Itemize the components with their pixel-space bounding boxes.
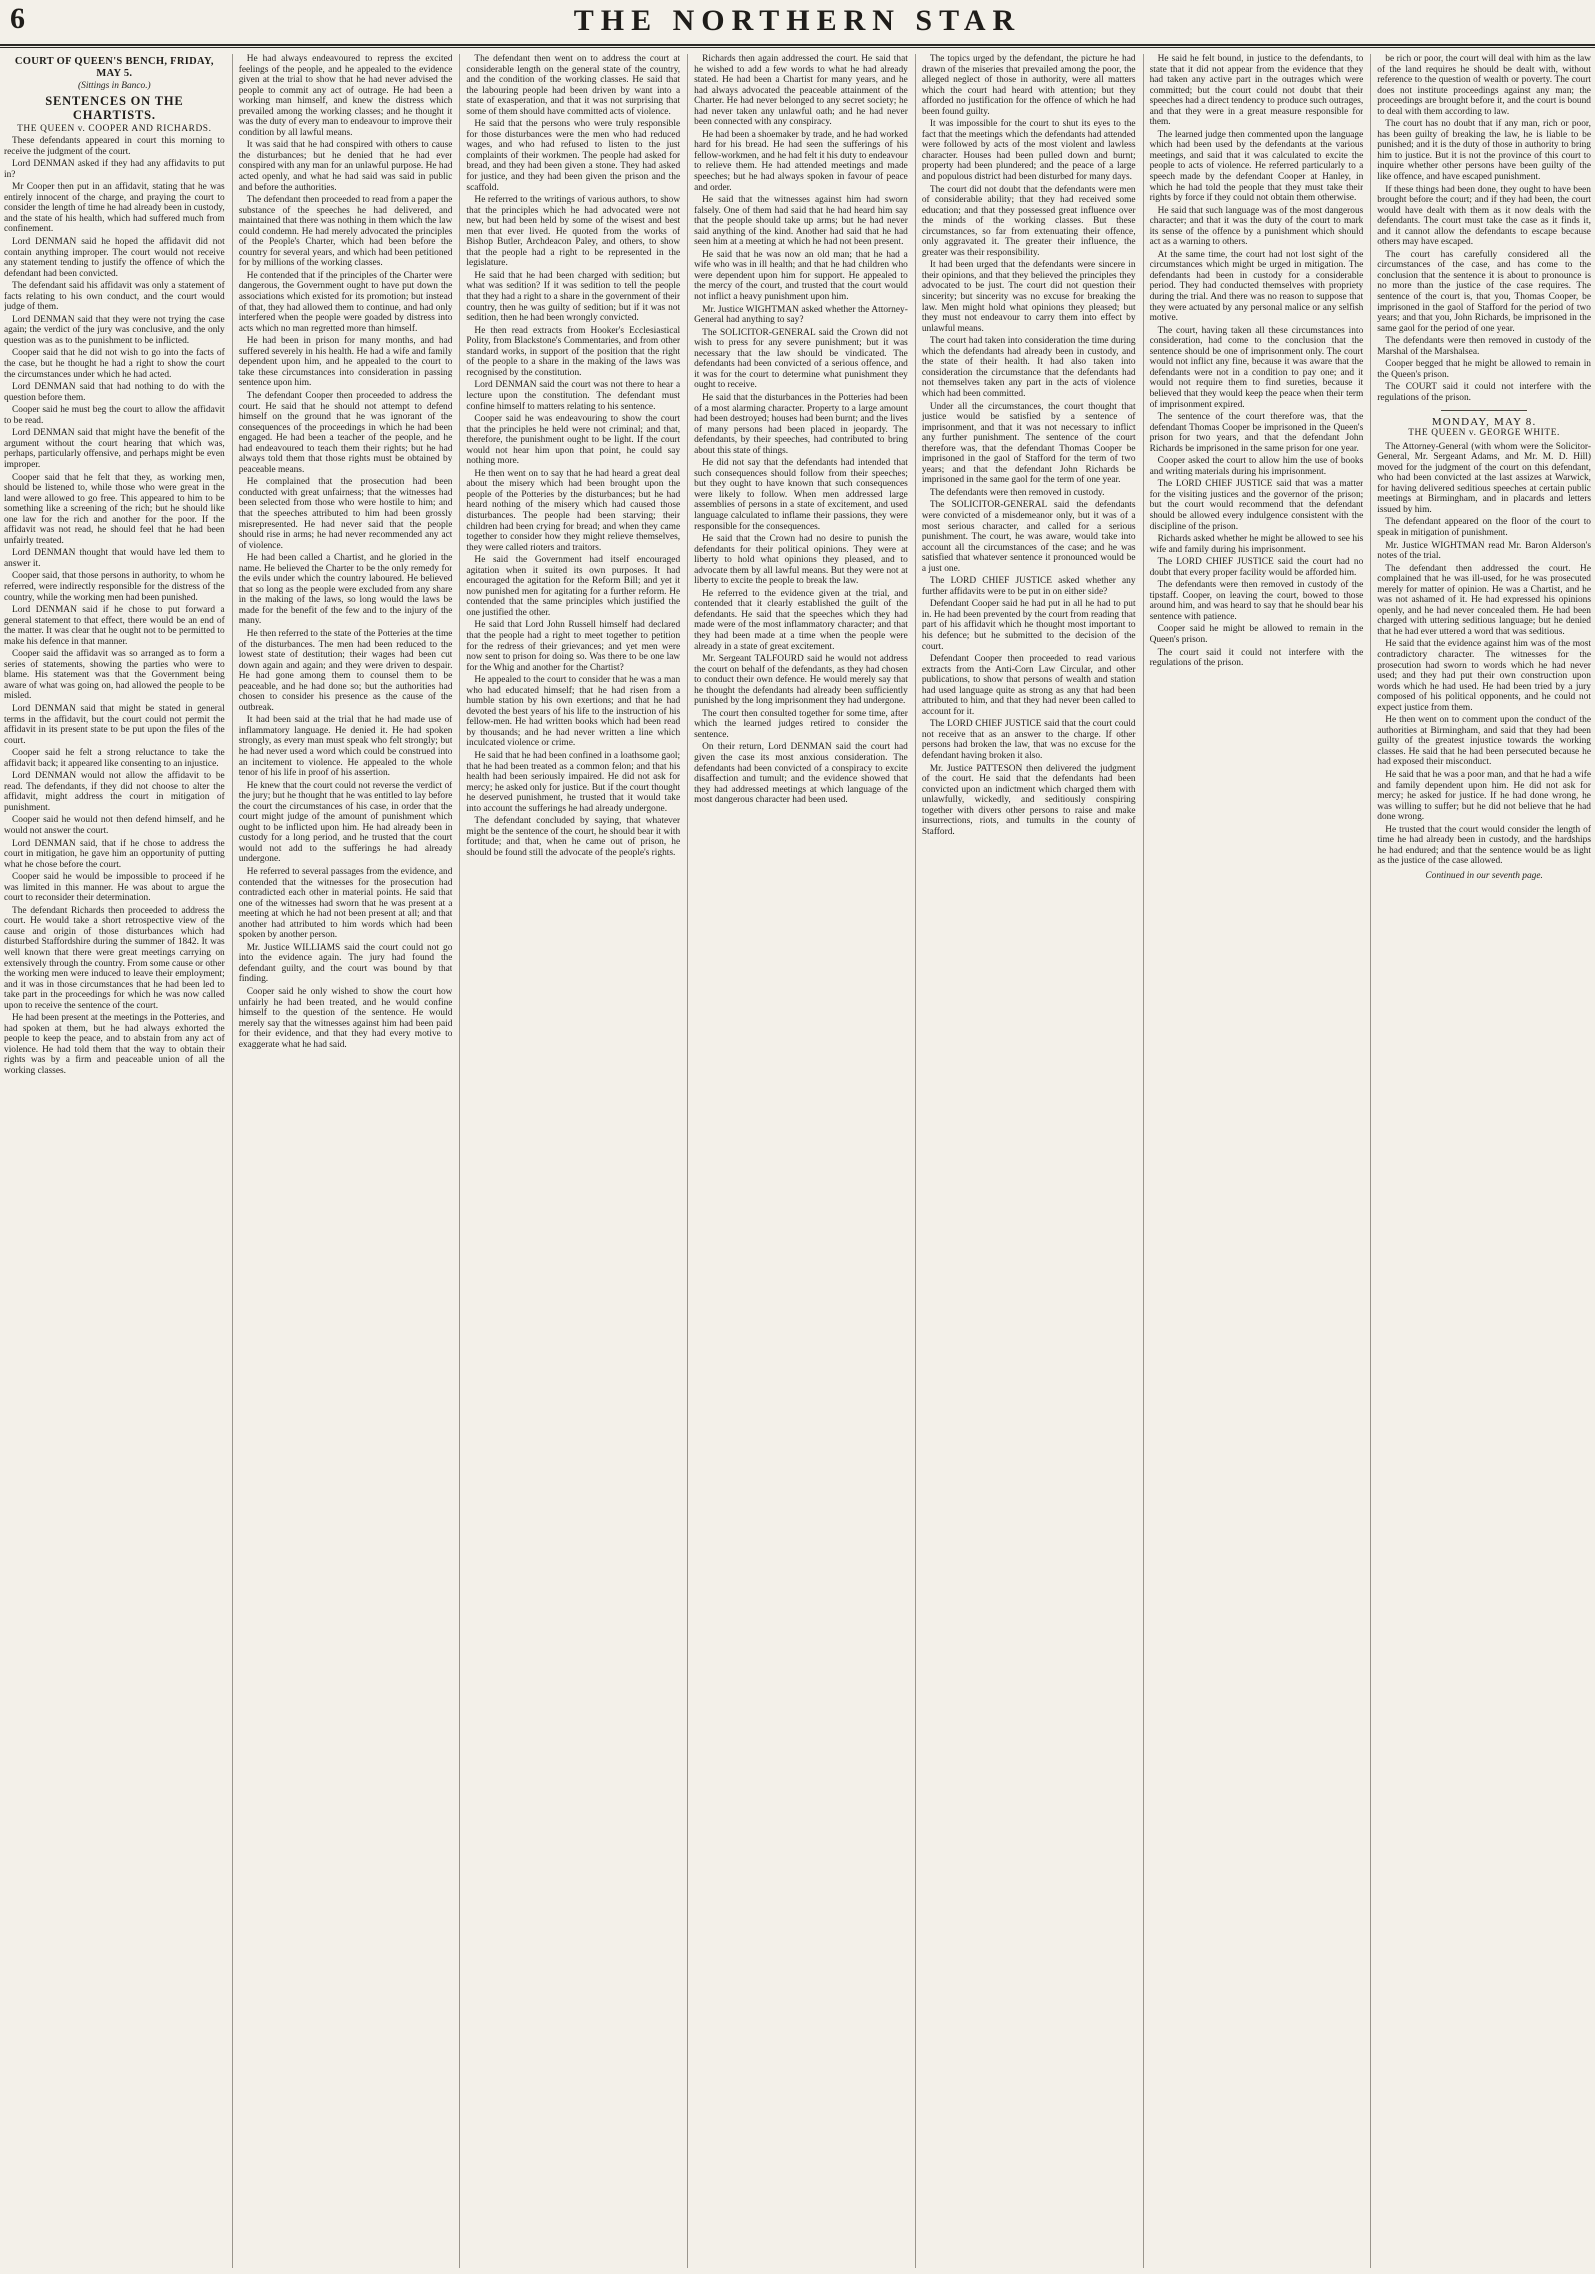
paragraph: Cooper asked the court to allow him the use of books and writing materials during his imprisonment.	[1149, 456, 1364, 477]
paragraph: The defendants were then removed in custody of the tipstaff. Cooper, on leaving the court, bowed to those around him, and was heard to say that he should bear his sentence with patience.	[1149, 580, 1364, 622]
article-headline: SENTENCES ON THE CHARTISTS.	[45, 93, 184, 122]
paragraph: He then went on to say that he had heard a great deal about the misery which had been brought upon the people of the Potteries by the disturbances; but he had heard nothing of the misery which had caused those disturbances. The people had been starving; their children had been crying for bread; and when they came together to consider how they might relieve themselves, they were called rioters and traitors.	[466, 468, 681, 553]
paragraph: He said that Lord John Russell himself had declared that the people had a right to meet together to petition for the redress of their grievances; and yet men were now sent to prison for doing so. Was there to be one law for the Whig and another for the Chartist?	[466, 620, 681, 673]
paragraph: He said he felt bound, in justice to the defendants, to state that it did not appear from the evidence that they had taken any active part in the outrages which were committed; but the court could not doubt that their speeches had a direct tendency to produce such outrages, and that they were in a great measure responsible for them.	[1149, 54, 1364, 128]
paragraph: The defendant Richards then proceeded to address the court. He would take a short retrospective view of the cause and origin of those disturbances which had disturbed Staffordshire during the summer of 1842. It was well known that there were great meetings carrying on extensively through the country. From some cause or other the working men were induced to leave their employment; and it was in those circumstances that he had been led to take part in the proceedings for which he was now called upon to receive the sentence of the court.	[4, 905, 225, 1011]
paragraph: Cooper said he was endeavouring to show the court that the principles he held were not criminal; and that, therefore, the punishment ought to be light. If the court would not hear him upon that point, he could say nothing more.	[466, 414, 681, 467]
paragraph: He then went on to comment upon the conduct of the authorities at Birmingham, and said that they had been guilty of the greatest injustice towards the working classes. He said that he had been persecuted because he had exposed their misconduct.	[1377, 715, 1591, 768]
paragraph: He did not say that the defendants had intended that such consequences should follow from their speeches; but they ought to have known that such consequences were likely to follow. When men addressed large assemblies of persons in a state of excitement, and used language calculated to inflame their passions, they were responsible for the consequences.	[694, 458, 908, 532]
paragraph: Defendant Cooper said he had put in all he had to put in. He had been prevented by the court from reading that part of his affidavit which he thought most important to his defence; but he submitted to the decision of the court.	[921, 599, 1136, 652]
paragraph: At the same time, the court had not lost sight of the circumstances which might be urged in mitigation. The defendants had been in custody for a considerable period. They had conducted themselves with propriety during the trial. And there was no reason to suppose that they were actuated by any personal malice or any selfish motive.	[1149, 249, 1364, 324]
paragraph: Lord DENMAN thought that would have led them to answer it.	[4, 548, 225, 569]
paragraph: Cooper said he would not then defend himself, and he would not answer the court.	[4, 815, 225, 836]
column-1	[4, 54, 225, 2268]
paragraph: He referred to several passages from the evidence, and contended that the witnesses for the prosecution had contradicted each other in material points. He said that one of the witnesses had sworn that he was present at a meeting at which he had not been present at all; and that another had attributed to him words which had been spoken by another person.	[238, 867, 453, 941]
paragraph: He then referred to the state of the Potteries at the time of the disturbances. The men had been reduced to the lowest state of destitution; their wages had been cut down again and again; and they were driven to despair. He had gone among them to counsel them to be peaceable, and he had done so; but the authorities had chosen to consider his presence as the cause of the outbreak.	[238, 628, 453, 713]
paragraph: The defendant said his affidavit was only a statement of facts relating to his own conduct, and the court would judge of them.	[4, 281, 225, 313]
paragraph: Mr. Justice PATTESON then delivered the judgment of the court. He said that the defendants had been convicted upon an indictment which charged them with unlawfully, wickedly, and seditiously conspiring together with divers other persons to raise and make insurrections, riots, and tumults in the county of Stafford.	[921, 763, 1136, 837]
paragraph: He knew that the court could not reverse the verdict of the jury; but he thought that he was entitled to lay before the court the circumstances of his case, in order that the court might judge of the amount of punishment which ought to be inflicted upon him. He had already been in custody for a long period, and he trusted that the court would not add to the sufferings he had already undergone.	[238, 780, 453, 865]
paragraph: He said that he had been confined in a loathsome gaol; that he had been treated as a common felon; and that his health had been seriously impaired. He did not ask for mercy; he asked only for justice. But if the court thought he deserved punishment, he trusted that it would take into account the sufferings he had already undergone.	[466, 751, 681, 814]
paragraph: Cooper begged that he might be allowed to remain in the Queen's prison.	[1377, 359, 1591, 380]
paragraph: He referred to the evidence given at the trial, and contended that it clearly established the guilt of the defendants. He said that the speeches which they had made were of the most inflammatory character; and that they had been made at a time when the people were already in a state of great excitement.	[694, 588, 908, 652]
paragraph: The LORD CHIEF JUSTICE said that the court could not receive that as an answer to the charge. If other persons had broken the law, that was no excuse for the defendant having broken it also.	[921, 719, 1136, 761]
paragraph: It had been said at the trial that he had made use of inflammatory language. He denied it. He had spoken strongly, as every man must speak who felt strongly; but he had never used a word which could be construed into an incitement to violence. He appealed to the whole tenor of his life in proof of his assertion.	[238, 715, 453, 779]
paragraph: The defendant appeared on the floor of the court to speak in mitigation of punishment.	[1377, 517, 1591, 538]
paragraph: He said that such language was of the most dangerous character; and that it was the duty of the court to mark its sense of the offence by a punishment which should act as a warning to others.	[1149, 205, 1364, 248]
paragraph: He said that he had been charged with sedition; but what was sedition? If it was sedition to tell the people that they had a right to a share in the government of their country, then he was guilty of sedition; but if it was not sedition, then he had been wrongly convicted.	[466, 270, 681, 324]
paragraph: The defendant then proceeded to read from a paper the substance of the speeches he had delivered, and maintained that there was nothing in them which the law could condemn. He had merely advocated the principles of the People's Charter, which had been before the country for several years, and which had been petitioned for by millions of the working classes.	[238, 195, 453, 269]
paragraph: Cooper said he only wished to show the court how unfairly he had been treated, and he would confine himself to the question of the sentence. He would merely say that the witnesses against him had been paid for their evidence, and that they had every motive to exaggerate what he had said.	[238, 987, 453, 1050]
paragraph: Under all the circumstances, the court thought that justice would be satisfied by a sentence of imprisonment, and that it was not necessary to inflict any further punishment. The sentence of the court therefore was, that the defendant Thomas Cooper be imprisoned in the gaol of Stafford for the term of two years; and that the defendant John Richards be imprisoned in the same gaol for the term of one year.	[921, 401, 1136, 486]
paragraph: He complained that the prosecution had been conducted with great unfairness; that the witnesses had been selected from those who were hostile to him; and that the speeches attributed to him had been grossly misrepresented. He had never said that the people should rise in arms; he had never recommended any act of violence.	[238, 477, 453, 551]
paragraph: He had been in prison for many months, and had suffered severely in his health. He had a wife and family dependent upon him, and he appealed to the court to take these circumstances into consideration in passing sentence upon him.	[238, 336, 453, 389]
paragraph: The LORD CHIEF JUSTICE said that was a matter for the visiting justices and the governor of the prison; but the court would recommend that the defendant should be allowed every indulgence consistent with the discipline of the prison.	[1149, 479, 1364, 532]
paragraph: It was impossible for the court to shut its eyes to the fact that the meetings which the defendants had attended were followed by acts of the most violent and lawless character. Houses had been pulled down and burnt; property had been plundered; and the peace of a large and populous district had been disturbed for many days.	[921, 119, 1136, 183]
paragraph: It had been urged that the defendants were sincere in their opinions, and that they believed the principles they advocated to be just. The court did not question their sincerity; but sincerity was no excuse for breaking the law. Men might hold what opinions they pleased; but they must not endeavour to carry them into effect by unlawful means.	[921, 260, 1136, 334]
paragraph: The Attorney-General (with whom were the Solicitor-General, Mr. Sergeant Adams, and Mr. M. D. Hill) moved for the judgment of the court on this defendant, who had been convicted at the last assizes at Warwick, for having delivered seditious speeches at certain public meetings at Birmingham, and in placards and letters issued by him.	[1377, 441, 1591, 515]
paragraph: He then read extracts from Hooker's Ecclesiastical Polity, from Blackstone's Commentaries, and from other standard works, in support of the position that the right of the people to a share in the making of the laws was recognised by the constitution.	[466, 325, 681, 378]
paragraph: Lord DENMAN said if he chose to put forward a general statement to that effect, there would be an end of the matter. It was clear that he ought not to be permitted to make his defence in that manner.	[4, 605, 225, 647]
paragraph: It was said that he had conspired with others to cause the disturbances; but he denied that he had ever conspired with any man for an unlawful purpose. He had acted openly, and what he had said was said in public and before the authorities.	[238, 140, 453, 193]
paragraph: The SOLICITOR-GENERAL said the defendants were convicted of a misdemeanor only, but it was of a most serious character, and called for a serious punishment. The court, he was aware, would take into account all the circumstances of the case; and he was satisfied that whatever sentence it pronounced would be a just one.	[921, 500, 1136, 574]
paragraph: He had been called a Chartist, and he gloried in the name. He believed the Charter to be the only remedy for the evils under which the country laboured. He believed that so long as the people were excluded from any share in the making of the laws, so long would the laws be made for the benefit of the few and to the injury of the many.	[238, 553, 453, 627]
continued-note: Continued in our seventh page.	[1425, 870, 1543, 881]
paragraph: Mr Cooper then put in an affidavit, stating that he was entirely innocent of the charge, and praying the court to consider the length of time he had already been in custody, and the state of his health, which had suffered much from confinement.	[4, 182, 225, 235]
paragraph: Richards asked whether he might be allowed to see his wife and family during his imprisonment.	[1149, 534, 1364, 555]
column-5	[915, 54, 1136, 2268]
paragraph: Lord DENMAN said that they were not trying the case again; the verdict of the jury was conclusive, and the only question was as to the punishment to be inflicted.	[4, 314, 225, 346]
paragraph: He said that the persons who were truly responsible for those disturbances were the men who had reduced wages, and who had refused to listen to the just complaints of their workmen. The people had asked for bread, and they had been given a stone. They had asked for justice, and they had been given the prison and the scaffold.	[466, 119, 681, 193]
case-title: THE QUEEN v. COOPER AND RICHARDS.	[17, 123, 212, 134]
paragraph: The defendants were then removed in custody of the Marshal of the Marshalsea.	[1377, 336, 1591, 357]
paragraph: The defendant then addressed the court. He complained that he was ill-used, for he was prosecuted merely for matter of opinion. He was a Chartist, and he was not ashamed of it. He had expressed his opinions openly, and he had never concealed them. He had been charged with uttering seditious language; but he denied that he had ever uttered a word that was seditious.	[1377, 563, 1591, 637]
paragraph: The SOLICITOR-GENERAL said the Crown did not wish to press for any severe punishment; but it was necessary that the law should be vindicated. The defendants had been convicted of a serious offence, and it was for the court to determine what punishment they ought to receive.	[694, 327, 908, 391]
section-heading: COURT OF QUEEN'S BENCH, FRIDAY, MAY 5.	[14, 56, 214, 79]
paragraph: The topics urged by the defendant, the picture he had drawn of the miseries that prevailed among the poor, the alleged neglect of those in authority, were all matters which the court had heard with attention; but they afforded no justification for the offence of which he had been found guilty.	[921, 54, 1136, 117]
column-6	[1143, 54, 1364, 2268]
paragraph: These defendants appeared in court this morning to receive the judgment of the court.	[4, 136, 225, 157]
paragraph: Lord DENMAN said he hoped the affidavit did not contain anything improper. The court would not receive any statement tending to justify the offence of which the defendant had been convicted.	[4, 237, 225, 279]
column-grid	[4, 54, 1591, 2268]
paragraph: On their return, Lord DENMAN said the court had given the case its most anxious consideration. The defendants had been convicted of a conspiracy to excite disaffection and tumult; and the evidence showed that they had addressed meetings at which language of the most dangerous character had been used.	[694, 742, 908, 806]
paragraph: He trusted that the court would consider the length of time he had already been in custody, and the hardships he had endured; and that the sentence would be as light as the justice of the case allowed.	[1377, 824, 1591, 867]
paragraph: He said the Government had itself encouraged agitation when it suited its own purposes. It had encouraged the agitation for the Reform Bill; and yet it now punished men for agitating for a further reform. He contended that the same principles which justified the one justified the other.	[466, 555, 681, 618]
section-subheading: (Sittings in Banco.)	[78, 81, 151, 91]
section-divider	[1441, 410, 1526, 411]
paragraph: The defendant then went on to address the court at considerable length on the general state of the country, and the condition of the working classes. He said that the labouring people had been driven by want into a state of exasperation, and that it was not surprising that some of them should have committed acts of violence.	[466, 54, 681, 117]
paragraph: The sentence of the court therefore was, that the defendant Thomas Cooper be imprisoned in the Queen's prison for two years, and that the defendant John Richards be imprisoned in the same prison for one year.	[1149, 412, 1364, 454]
paragraph: Lord DENMAN said that had nothing to do with the question before them.	[4, 382, 225, 403]
paragraph: The LORD CHIEF JUSTICE said the court had no doubt that every proper facility would be afforded him.	[1149, 557, 1364, 578]
paragraph: Lord DENMAN said that might be stated in general terms in the affidavit, but the court could not permit the affidavit in its present state to be put upon the files of the court.	[4, 703, 225, 746]
paragraph: Cooper said the affidavit was so arranged as to form a series of statements, showing the parties who were to blame. His statement was that the Government being aware of what was going on, had allowed the people to be misled.	[4, 649, 225, 702]
newspaper-title: THE NORTHERN STAR	[573, 4, 1022, 37]
paragraph: Mr. Justice WIGHTMAN asked whether the Attorney-General had anything to say?	[694, 304, 908, 326]
paragraph: He appealed to the court to consider that he was a man who had educated himself; that he had risen from a humble station by his own exertions; and that he had devoted the best years of his life to the instruction of his fellow-men. He had written books which had been read by thousands; and he had never written a line which inculcated violence or crime.	[466, 675, 681, 749]
paragraph: The defendant concluded by saying, that whatever might be the sentence of the court, he should bear it with fortitude; and that, when he came out of prison, he should be found still the advocate of the people's rights.	[466, 816, 681, 858]
paragraph: He had been a shoemaker by trade, and he had worked hard for his bread. He had seen the sufferings of his fellow-workmen, and he had felt it his duty to endeavour to relieve them. He had attended meetings and made speeches; but he had always spoken in favour of peace and order.	[694, 129, 908, 193]
paragraph: Lord DENMAN said the court was not there to hear a lecture upon the constitution. The defendant must confine himself to matters relating to his sentence.	[466, 380, 681, 412]
paragraph: Defendant Cooper then proceeded to read various extracts from the Anti-Corn Law Circular, and other publications, to show that persons of wealth and station had used language quite as strong as any that had been attributed to him, and that they had never been called to account for it.	[921, 654, 1136, 717]
paragraph: The court said it could not interfere with the regulations of the prison.	[1149, 647, 1364, 669]
column-7	[1370, 54, 1591, 2268]
paragraph: Cooper said he would be impossible to proceed if he was limited in this manner. He was about to argue the court to reconsider their determination.	[4, 872, 225, 904]
paragraph: The LORD CHIEF JUSTICE asked whether any further affidavits were to be put in on either side?	[921, 576, 1136, 597]
paragraph: If these things had been done, they ought to have been brought before the court; and if they had been, the court would have dealt with them as it now deals with the defendants. The court must take the case as it finds it, and it cannot allow the defendants to escape because others may have escaped.	[1377, 184, 1591, 248]
paragraph: Mr. Sergeant TALFOURD said he would not address the court on behalf of the defendants, as they had chosen to conduct their own defence. He would merely say that he thought the defendants had already been sufficiently punished by the long imprisonment they had undergone.	[694, 654, 908, 707]
paragraph: He said that the Crown had no desire to punish the defendants for their political opinions. They were at liberty to hold what opinions they pleased, and to advocate them by all lawful means. But they were not at liberty to excite the people to break the law.	[694, 534, 908, 587]
paragraph: Cooper said, that those persons in authority, to whom he referred, were indirectly responsible for the distress of the country, while the working men had been punished.	[4, 571, 225, 603]
paragraph: Lord DENMAN said, that if he chose to address the court in mitigation, he gave him an opportunity of putting what he chose before the court.	[4, 838, 225, 870]
paragraph: He had always endeavoured to repress the excited feelings of the people, and he appealed to the evidence given at the trial to show that he had never advised the people to commit any act of outrage. He had been a working man himself, and knew the distress which prevailed among the working classes; and he thought it was the duty of every man to endeavour to improve their condition by all lawful means.	[238, 54, 453, 138]
paragraph: The COURT said it could not interfere with the regulations of the prison.	[1377, 382, 1591, 403]
paragraph: He said that he was now an old man; that he had a wife who was in ill health; and that he had children who were dependent upon him for support. He appealed to the mercy of the court, and trusted that the court would not inflict a heavy punishment upon him.	[694, 249, 908, 303]
column-2	[232, 54, 453, 2268]
paragraph: be rich or poor, the court will deal with him as the law of the land requires he should be dealt with, without reference to the question of wealth or poverty. The court does not institute proceedings against any man; the proceedings are brought before it, and the court is bound to deal with them according to law.	[1377, 54, 1591, 117]
paragraph: Cooper said he felt a strong reluctance to take the affidavit back; it appeared like consenting to an injustice.	[4, 748, 225, 769]
paragraph: The court, having taken all these circumstances into consideration, had come to the conclusion that the sentence should be one of imprisonment only. The court would not inflict any fine, because it was aware that the defendants were not in a condition to pay one; and it would not require them to find sureties, because it believed that they would keep the peace when their term of imprisonment expired.	[1149, 325, 1364, 410]
masthead-rule	[0, 47, 1595, 48]
paragraph: Lord DENMAN asked if they had any affidavits to put in?	[4, 159, 225, 180]
column-4	[687, 54, 908, 2268]
paragraph: He contended that if the principles of the Charter were dangerous, the Government ought to have put down the associations which existed for its promotion; but instead of that, they had allowed them to continue, and had only interfered when the people were goaded by distress into acts which no man regretted more than himself.	[238, 270, 453, 334]
paragraph: Cooper said that he did not wish to go into the facts of the case, but he thought he had a right to show the court the circumstances under which he had acted.	[4, 348, 225, 380]
paragraph: The court has no doubt that if any man, rich or poor, has been guilty of breaking the law, he is liable to be punished; and it is the duty of those in authority to bring him to justice. But it is not the province of this court to inquire whether other persons have been guilty of the like offence, and have escaped punishment.	[1377, 119, 1591, 183]
paragraph: Cooper said he must beg the court to allow the affidavit to be read.	[4, 405, 225, 426]
page-number: 6	[10, 2, 25, 35]
paragraph: He said that the witnesses against him had sworn falsely. One of them had said that he had heard him say that the people should take up arms; but he had never said anything of the kind. Another had said that he had seen him at a meeting at which he had not been present.	[694, 195, 908, 248]
paragraph: Mr. Justice WIGHTMAN read Mr. Baron Alderson's notes of the trial.	[1377, 540, 1591, 562]
paragraph: The court then consulted together for some time, after which the learned judges retired to consider the sentence.	[694, 708, 908, 740]
paragraph: Cooper said he might be allowed to remain in the Queen's prison.	[1149, 624, 1364, 645]
paragraph: He said that the disturbances in the Potteries had been of a most alarming character. Property to a large amount had been destroyed; houses had been burnt; and the lives of many persons had been placed in jeopardy. The defendants, by their speeches, had contributed to bring about this state of things.	[694, 392, 908, 456]
paragraph: The defendant Cooper then proceeded to address the court. He said that he should not attempt to defend himself on the ground that he was ignorant of the consequences of the proceedings in which he had been engaged. He had been a teacher of the people, and he had endeavoured to teach them their rights; but he had always told them that those rights must be obtained by peaceable means.	[238, 390, 453, 475]
paragraph: The court did not doubt that the defendants were men of considerable ability; that they had received some education; and that they possessed great influence over the minds of the working classes. But these circumstances, so far from extenuating their offence, only aggravated it. The greater their influence, the greater was their responsibility.	[921, 184, 1136, 258]
paragraph: Lord DENMAN said that might have the benefit of the argument without the court hearing that which was, perhaps, particularly offensive, and perhaps might be even improper.	[4, 428, 225, 470]
paragraph: Richards then again addressed the court. He said that he wished to add a few words to what he had already stated. He had been a Chartist for many years, and he had always advocated the peaceable attainment of the Charter. He had never belonged to any secret society; he had never taken any unlawful oath; and he had never been connected with any conspiracy.	[694, 54, 908, 128]
paragraph: Mr. Justice WILLIAMS said the court could not go into the evidence again. The jury had found the defendant guilty, and the court was bound by that finding.	[238, 942, 453, 985]
paragraph: The defendants were then removed in custody.	[929, 487, 1105, 498]
paragraph: Cooper said that he felt that they, as working men, should be listened to, while those who were great in the land were allowed to go free. This appeared to him to be something like a screening of the rich; but he should like one law for the rich and another for the poor. If the affidavit was not read, he should feel that he had been unfairly treated.	[4, 472, 225, 546]
paragraph: He had been present at the meetings in the Potteries, and had spoken at them, but he had always exhorted the people to keep the peace, and to abstain from any act of violence. He had told them that the way to obtain their rights was by a firm and peaceable union of all the working classes.	[4, 1013, 225, 1077]
case-title: THE QUEEN v. GEORGE WHITE.	[1408, 428, 1561, 439]
paragraph: He said that he was a poor man, and that he had a wife and family dependent upon him. He did not ask for mercy; he asked for justice. If he had done wrong, he was willing to suffer; but he did not believe that he had done wrong.	[1377, 770, 1591, 823]
paragraph: The court has carefully considered all the circumstances of the case, and has come to the conclusion that the sentence it is about to pronounce is no more than the justice of the case requires. The sentence of the court is, that you, Thomas Cooper, be imprisoned in the gaol of Stafford for the period of two years; and that you, John Richards, be imprisoned in the same gaol for the period of one year.	[1377, 249, 1591, 334]
masthead	[0, 0, 1595, 46]
column-3	[459, 54, 680, 2268]
paragraph: The court had taken into consideration the time during which the defendants had already been in custody, and the state of their health. It had also taken into consideration the circumstance that the defendants had not themselves taken any part in the acts of violence which had been committed.	[921, 336, 1136, 399]
paragraph: He said that the evidence against him was of the most contradictory character. The witnesses for the prosecution had sworn to words which he had never used; and they had put their own construction upon words which he had used. He had been tried by a jury composed of his political opponents, and he could not expect justice from them.	[1377, 639, 1591, 713]
paragraph: The learned judge then commented upon the language which had been used by the defendants at the various meetings, and said that it was calculated to excite the people to acts of violence. He referred particularly to a speech made by the defendant Cooper at Hanley, in which he had told the people that they must take their rights by force if they could not obtain them otherwise.	[1149, 129, 1364, 204]
paragraph: Lord DENMAN would not allow the affidavit to be read. The defendants, if they did not choose to alter the affidavit, might address the court in mitigation of punishment.	[4, 771, 225, 813]
paragraph: He referred to the writings of various authors, to show that the principles which he had advocated were not new, but had been held by some of the wisest and best men that ever lived. He quoted from the works of Bishop Butler, Archdeacon Paley, and others, to show that the people had a right to be represented in the legislature.	[466, 195, 681, 269]
date-heading: MONDAY, MAY 8.	[1431, 415, 1537, 428]
